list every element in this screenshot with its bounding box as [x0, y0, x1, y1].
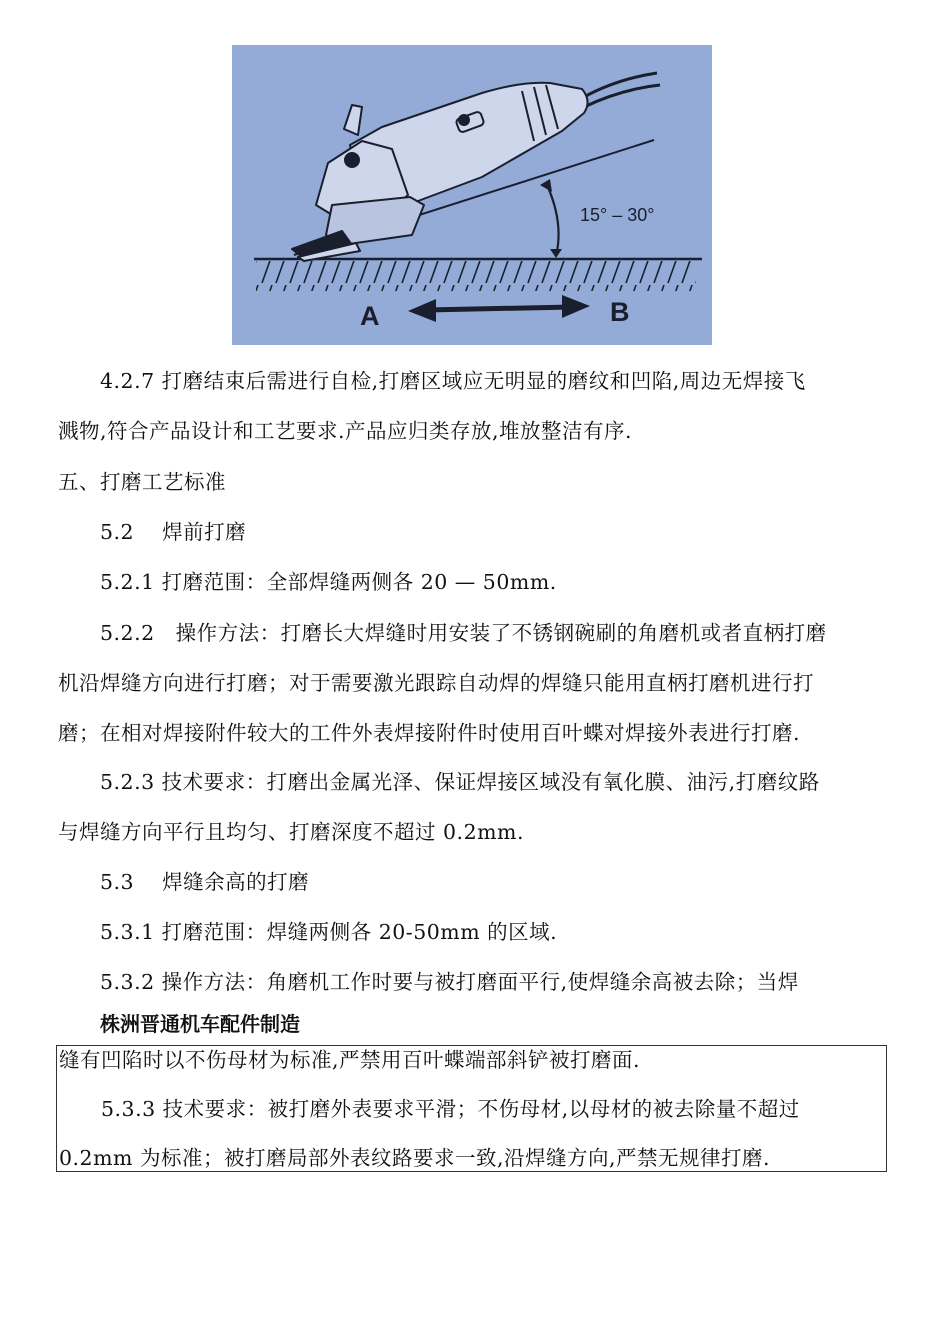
arrow-head-right — [562, 295, 590, 318]
ground-hatching — [256, 261, 696, 291]
para-5-3-2-line1: 5.3.2 操作方法：角磨机工作时要与被打磨面平行,使焊缝余高被去除；当焊 — [100, 970, 799, 994]
section-5-heading: 五、打磨工艺标准 — [58, 470, 226, 494]
para-5-3-3-line2: 0.2mm 为标准；被打磨局部外表纹路要求一致,沿焊缝方向,严禁无规律打磨. — [59, 1146, 771, 1170]
arc-arrow-bottom — [550, 249, 562, 258]
boxed-text-frame — [56, 1045, 887, 1172]
arc-arrow-top — [540, 179, 552, 192]
boxed-line-1: 缝有凹陷时以不伤母材为标准,严禁用百叶蝶端部斜铲被打磨面. — [59, 1048, 641, 1072]
subsection-5-3-heading: 5.3 焊缝余高的打磨 — [100, 870, 310, 894]
para-4-2-7-line1: 4.2.7 打磨结束后需进行自检,打磨区域应无明显的磨纹和凹陷,周边无焊接飞 — [100, 369, 806, 393]
point-b-label: B — [610, 297, 630, 327]
point-a-label: A — [360, 301, 380, 331]
angle-arc — [547, 185, 559, 256]
angle-grinder — [292, 73, 660, 261]
grinder-diagram-svg — [232, 45, 712, 345]
para-4-2-7-line2: 溅物,符合产品设计和工艺要求.产品应归类存放,堆放整洁有序. — [58, 419, 633, 443]
para-5-2-2-line1: 5.2.2 操作方法：打磨长大焊缝时用安装了不锈钢碗刷的角磨机或者直柄打磨 — [100, 621, 827, 645]
grinder-illustration — [232, 45, 712, 345]
direction-arrow-shaft — [427, 307, 572, 310]
para-5-3-1: 5.3.1 打磨范围：焊缝两侧各 20-50mm 的区域. — [100, 920, 558, 944]
para-5-2-3-line1: 5.2.3 技术要求：打磨出金属光泽、保证焊接区域没有氧化膜、油污,打磨纹路 — [100, 770, 820, 794]
company-label: 株洲晋通机车配件制造 — [100, 1012, 300, 1036]
para-5-2-1: 5.2.1 打磨范围：全部焊缝两侧各 20 — 50mm. — [100, 570, 557, 594]
subsection-5-2-heading: 5.2 焊前打磨 — [100, 520, 247, 544]
para-5-3-3-line1: 5.3.3 技术要求：被打磨外表要求平滑；不伤母材,以母材的被去除量不超过 — [101, 1097, 800, 1121]
angle-range-label: 15° – 30° — [580, 205, 655, 225]
para-5-2-2-line2: 机沿焊缝方向进行打磨；对于需要激光跟踪自动焊的焊缝只能用直柄打磨机进行打 — [58, 671, 814, 695]
arrow-head-left — [408, 299, 436, 322]
para-5-2-3-line2: 与焊缝方向平行且均匀、打磨深度不超过 0.2mm. — [58, 820, 525, 844]
para-5-2-2-line3: 磨；在相对焊接附件较大的工件外表焊接附件时使用百叶蝶对焊接外表进行打磨. — [58, 721, 801, 745]
